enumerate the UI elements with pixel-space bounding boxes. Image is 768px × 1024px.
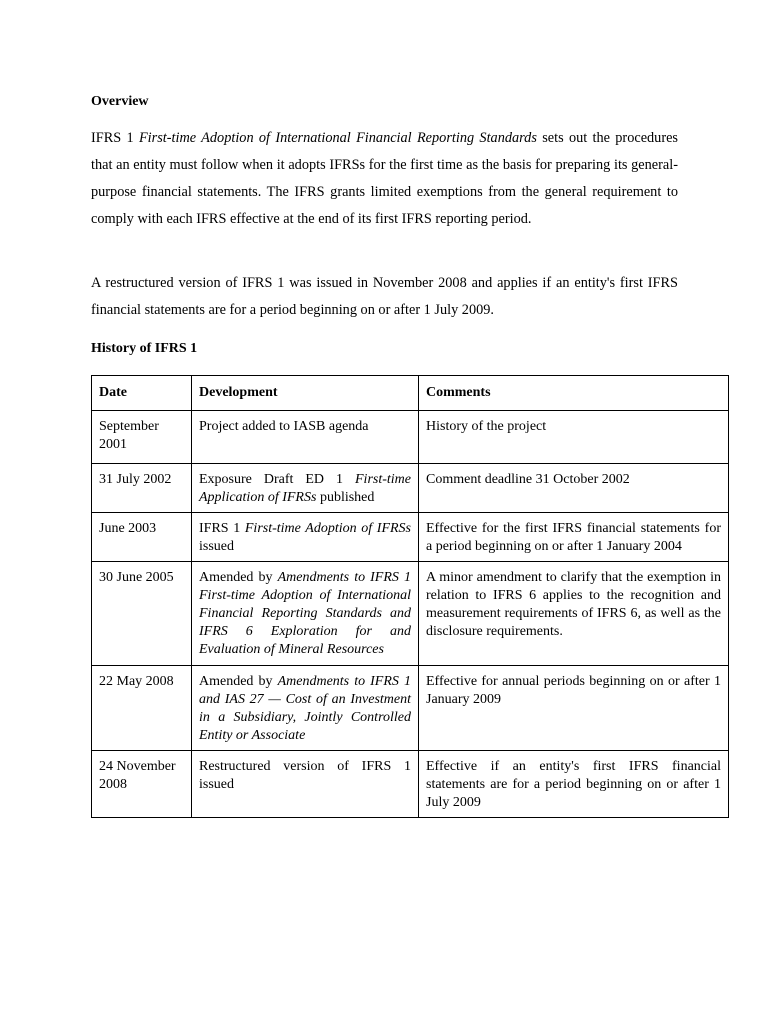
development-text: IFRS 1 [199,521,245,536]
development-text: Restructured version of IFRS 1 issued [199,759,411,792]
comments-cell: Comment deadline 31 October 2002 [419,464,729,513]
date-cell: June 2003 [92,513,192,562]
development-text: Exposure Draft ED 1 [199,472,355,487]
overview-paragraph-1 [91,125,678,233]
overview-heading: Overview [91,94,149,109]
date-cell: 22 May 2008 [92,666,192,751]
table-row [92,513,729,562]
date-cell: 24 November 2008 [92,751,192,818]
history-table [91,375,729,818]
history-heading: History of IFRS 1 [91,341,198,356]
development-title: Amendments to IFRS 1 and IAS 27 — Cost of an Investment in a Subsidiary, Jointly Controlled Entity or Associate [199,674,411,743]
development-title: Amendments to IFRS 1 First-time Adoption of International Financial Reporting Standards and IFRS 6 Exploration for and Evaluation of Mineral Resources [199,570,411,657]
comments-cell: Effective for the first IFRS financial statements for a period beginning on or after 1 January 2004 [419,513,729,562]
comments-cell: A minor amendment to clarify that the exemption in relation to IFRS 6 applies to the recognition and measurement requirements of IFRS 6, as well as the disclosure requirements. [419,562,729,666]
table-header-row [92,376,729,411]
development-cell [192,666,419,751]
development-cell [192,751,419,818]
comments-cell: Effective if an entity's first IFRS financial statements are for a period beginning on or after 1 July 2009 [419,751,729,818]
development-cell [192,464,419,513]
development-suffix: issued [199,539,234,554]
column-header-comments: Comments [419,376,729,411]
date-cell: 31 July 2002 [92,464,192,513]
development-cell [192,562,419,666]
p1-standard-title: First-time Adoption of International Financial Reporting Standards [138,130,537,146]
table-row [92,562,729,666]
table-row [92,464,729,513]
date-cell: September 2001 [92,411,192,464]
development-cell [192,411,419,464]
development-cell [192,513,419,562]
development-text: Amended by [199,674,278,689]
development-title: First-time Application of IFRSs [199,472,411,505]
column-header-development: Development [192,376,419,411]
column-header-date: Date [92,376,192,411]
development-text: Amended by [199,570,278,585]
p1-lead: IFRS 1 [91,130,139,146]
development-suffix: published [316,490,375,505]
overview-paragraph-2: A restructured version of IFRS 1 was issued in November 2008 and applies if an entity's first IFRS financial statements are for a period beginning on or after 1 July 2009. [91,275,678,318]
table-row [92,751,729,818]
development-title: First-time Adoption of IFRSs [244,521,411,536]
date-cell: 30 June 2005 [92,562,192,666]
table-row [92,411,729,464]
comments-cell: Effective for annual periods beginning on or after 1 January 2009 [419,666,729,751]
p1-rest: sets out the procedures that an entity must follow when it adopts IFRSs for the first time as the basis for preparing its general-purpose financial statements. The IFRS grants limited exemptions from the general requirement to comply with each IFRS effective at the end of its first IFRS reporting period. [91,130,679,227]
table-row [92,666,729,751]
comments-cell: History of the project [419,411,729,464]
development-text: Project added to IASB agenda [199,419,369,434]
